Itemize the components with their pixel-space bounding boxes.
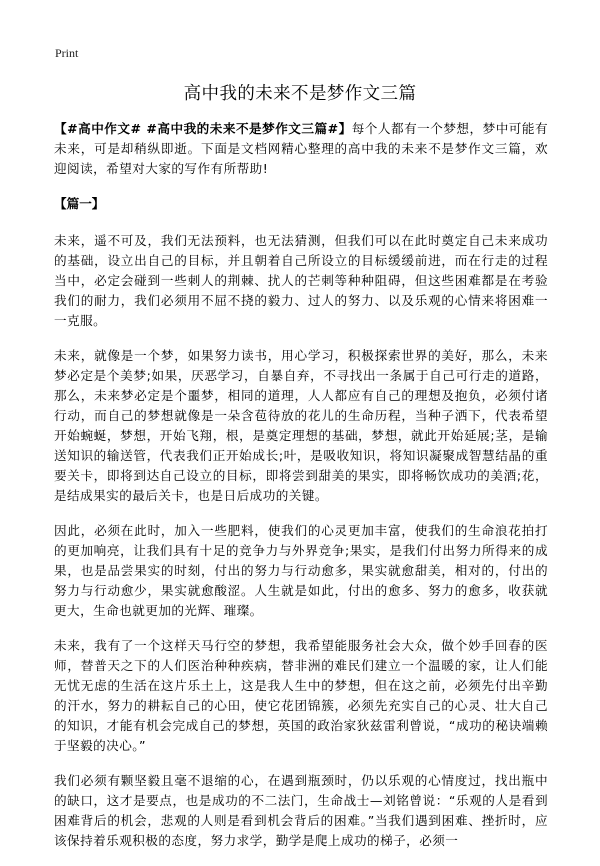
page-title: 高中我的未来不是梦作文三篇: [183, 84, 417, 104]
print-link[interactable]: Print: [55, 46, 79, 60]
body-paragraph: 未来，就像是一个梦，如果努力读书，用心学习，积极探索世界的美好，那么，未来梦必定是个美梦;如果，厌恶学习，自暴自弃，不寻找出一条属于自己可行走的道路，那么，未来梦必定是个噩梦，相同的道理，人人都应有自己的理想及抱负，必须付诸行动，而自己的梦想就像是一朵含苞待放的花儿的生命历程，当种子洒下，代表希望开始蜿蜒，梦想，开始飞翔，根，是奠定理想的基础，梦想，就此开始延展;茎，是输送知识的输送管，代表我们正开始成长;叶，是吸收知识，将知识凝聚成智慧结晶的重要关卡，即将到达自己设立的目标，即将尝到甜美的果实，即将畅饮成功的美酒;花，是结成果实的最后关卡，也是日后成功的关键。: [54, 348, 548, 503]
body-paragraph: 未来，我有了一个这样天马行空的梦想，我希望能服务社会大众，做个妙手回春的医师，替普天之下的人们医治种种疾病，替非洲的难民们建立一个温暖的家，让人们能无忧无虑的生活在这片乐土上，这是我人生中的梦想，但在这之前，必须先付出辛勤的汗水，努力的耕耘自己的心田，使它花团锦簇，必须先充实自己的心灵、壮大自己的知识，才能有机会完成自己的梦想，英国的政治家狄兹雷利曾说，“成功的秘诀端赖于坚毅的决心。”: [54, 638, 548, 753]
article-body: [54, 119, 548, 866]
body-paragraph: 因此，必须在此时，加入一些肥料，使我们的心灵更加丰富，使我们的生命浪花拍打的更加响亮，让我们具有十足的竞争力与外界竞争;果实，是我们付出努力所得来的成果，也是品尝果实的时刻，付出的努力与行动愈多，果实就愈甜美，相对的，付出的努力与行动愈少，果实就愈酸涩。人生就是如此，付出的愈多、努力的愈多，收获就更大，生命也就更加的光辉、璀璨。: [54, 523, 548, 618]
body-paragraph: 我们必须有颗坚毅且毫不退缩的心，在遇到瓶颈时，仍以乐观的心情度过，找出瓶中的缺口，这才是要点，也是成功的不二法门，生命战士—刘铭曾说：“乐观的人是看到困难背后的机会，悲观的人则是看到机会背后的困难。”当我们遇到困难、挫折时，应该保持着乐观积极的态度，努力求学，勤学是爬上成功的梯子，必须一: [54, 773, 548, 848]
intro-tag: 【#高中作文# #高中我的未来不是梦作文三篇#】: [54, 121, 352, 136]
intro-paragraph: [54, 119, 548, 179]
body-paragraph: 未来，遥不可及，我们无法预料，也无法猜测，但我们可以在此时奠定自己未来成功的基础，设立出自己的目标，并且朝着自己所设立的目标缓缓前进，而在行走的过程当中，必定会碰到一些刺人的荆棘、扰人的芒刺等种种阻碍，但这些困难都是在考验我们的耐力，我们必须用不屈不挠的毅力、过人的努力、以及乐观的心情来将困难一一克服。: [54, 233, 548, 328]
section-heading: 【篇一】: [54, 196, 105, 211]
intro-text: 每个人都有一个梦想，梦中可能有未来，可是却稍纵即逝。下面是文档网精心整理的高中我的未来不是梦作文三篇，欢迎阅读，希望对大家的写作有所帮助!: [54, 121, 549, 176]
